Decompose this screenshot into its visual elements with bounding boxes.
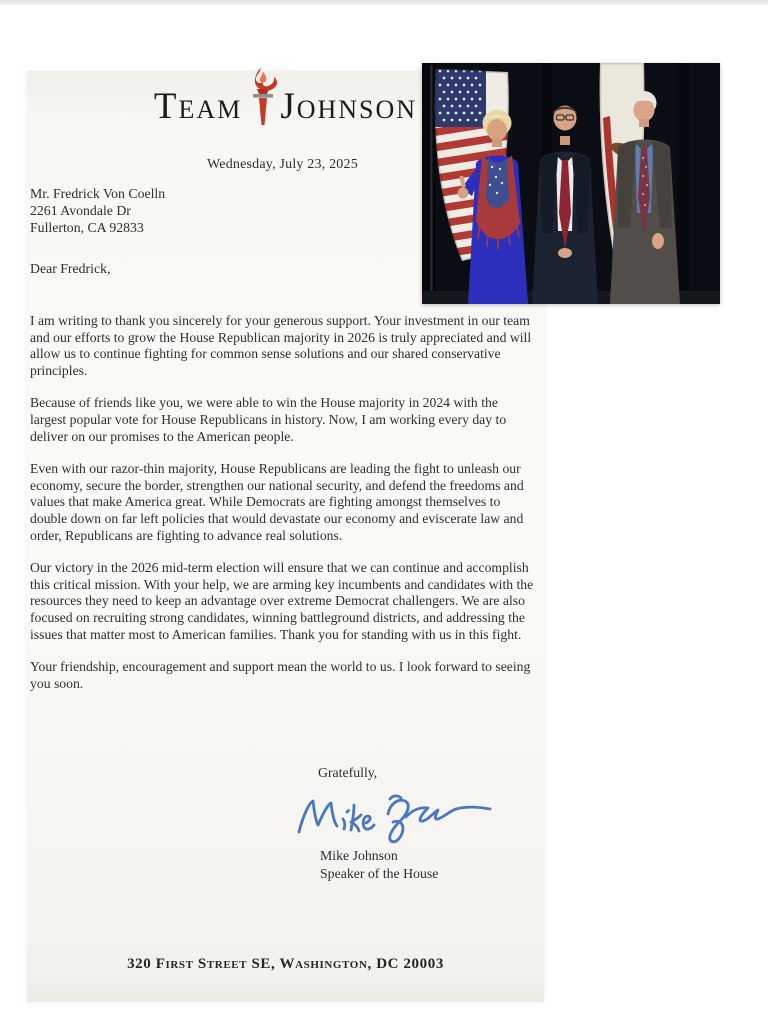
closing: Gratefully, [318, 765, 378, 780]
salutation: Dear Fredrick, [30, 261, 111, 276]
logo-word-team: Team [153, 86, 243, 127]
logo-word-johnson: Johnson [280, 86, 418, 127]
torch-icon [245, 71, 279, 139]
recipient-city: Fullerton, CA 92833 [30, 220, 144, 235]
paragraph-4: Our victory in the 2026 mid-term election will ensure that we can continue and accomplish this critical mission. With your help, we are arming key incumbents and candidates with the resources they need to keep an advantage over extreme Democrat challengers. We are also focused on recruiting strong candidates, winning battleground districts, and addressing the issues that matter most to American families. Thank you for standing with us in this fight. [30, 559, 534, 642]
signer-name: Mike Johnson [320, 848, 398, 863]
signature [294, 790, 496, 846]
footer-address: 320 First Street SE, Washington, DC 20003 [127, 956, 444, 972]
recipient-street: 2261 Avondale Dr [30, 203, 131, 218]
recipient-address [30, 185, 165, 236]
torch-cup [257, 89, 269, 94]
torch-guard [253, 94, 273, 98]
paragraph-5: Your friendship, encouragement and support mean the world to us. I look forward to seeing you soon. [30, 658, 531, 691]
torch-handle [259, 98, 267, 125]
scan-edge-artifact [0, 0, 768, 5]
paragraph-1: I am writing to thank you sincerely for your generous support. Your investment in our team and our efforts to grow the House Republican majority in 2026 is truly appreciated and will allow us to continue fighting for common sense solutions and our shared conservative principles. [30, 313, 532, 379]
letter-body [30, 313, 537, 708]
paragraph-3: Even with our razor-thin majority, House Republicans are leading the fight to unleash our economy, secure the border, strengthen our national security, and defend the freedoms and values that make America great. While Democrats are fighting amongst themselves to double down on far left policies that would devastate our economy and eviscerate law and order, Republicans are fighting to advance real solutions. [30, 460, 524, 543]
date-line: Wednesday, July 23, 2025 [207, 157, 358, 172]
signature-strokes [299, 796, 490, 842]
recipient-name: Mr. Fredrick Von Coelln [30, 186, 166, 201]
paragraph-2: Because of friends like you, we were able to win the House majority in 2024 with the largest popular vote for House Republicans in history. Now, I am working every day to deliver on our promises to the American people. [30, 395, 507, 444]
signer-title: Speaker of the House [320, 866, 439, 881]
torch-flame-highlight [260, 72, 267, 83]
us-flag-pole [430, 65, 433, 291]
photo-inset [422, 63, 720, 304]
signer-block [320, 847, 438, 883]
